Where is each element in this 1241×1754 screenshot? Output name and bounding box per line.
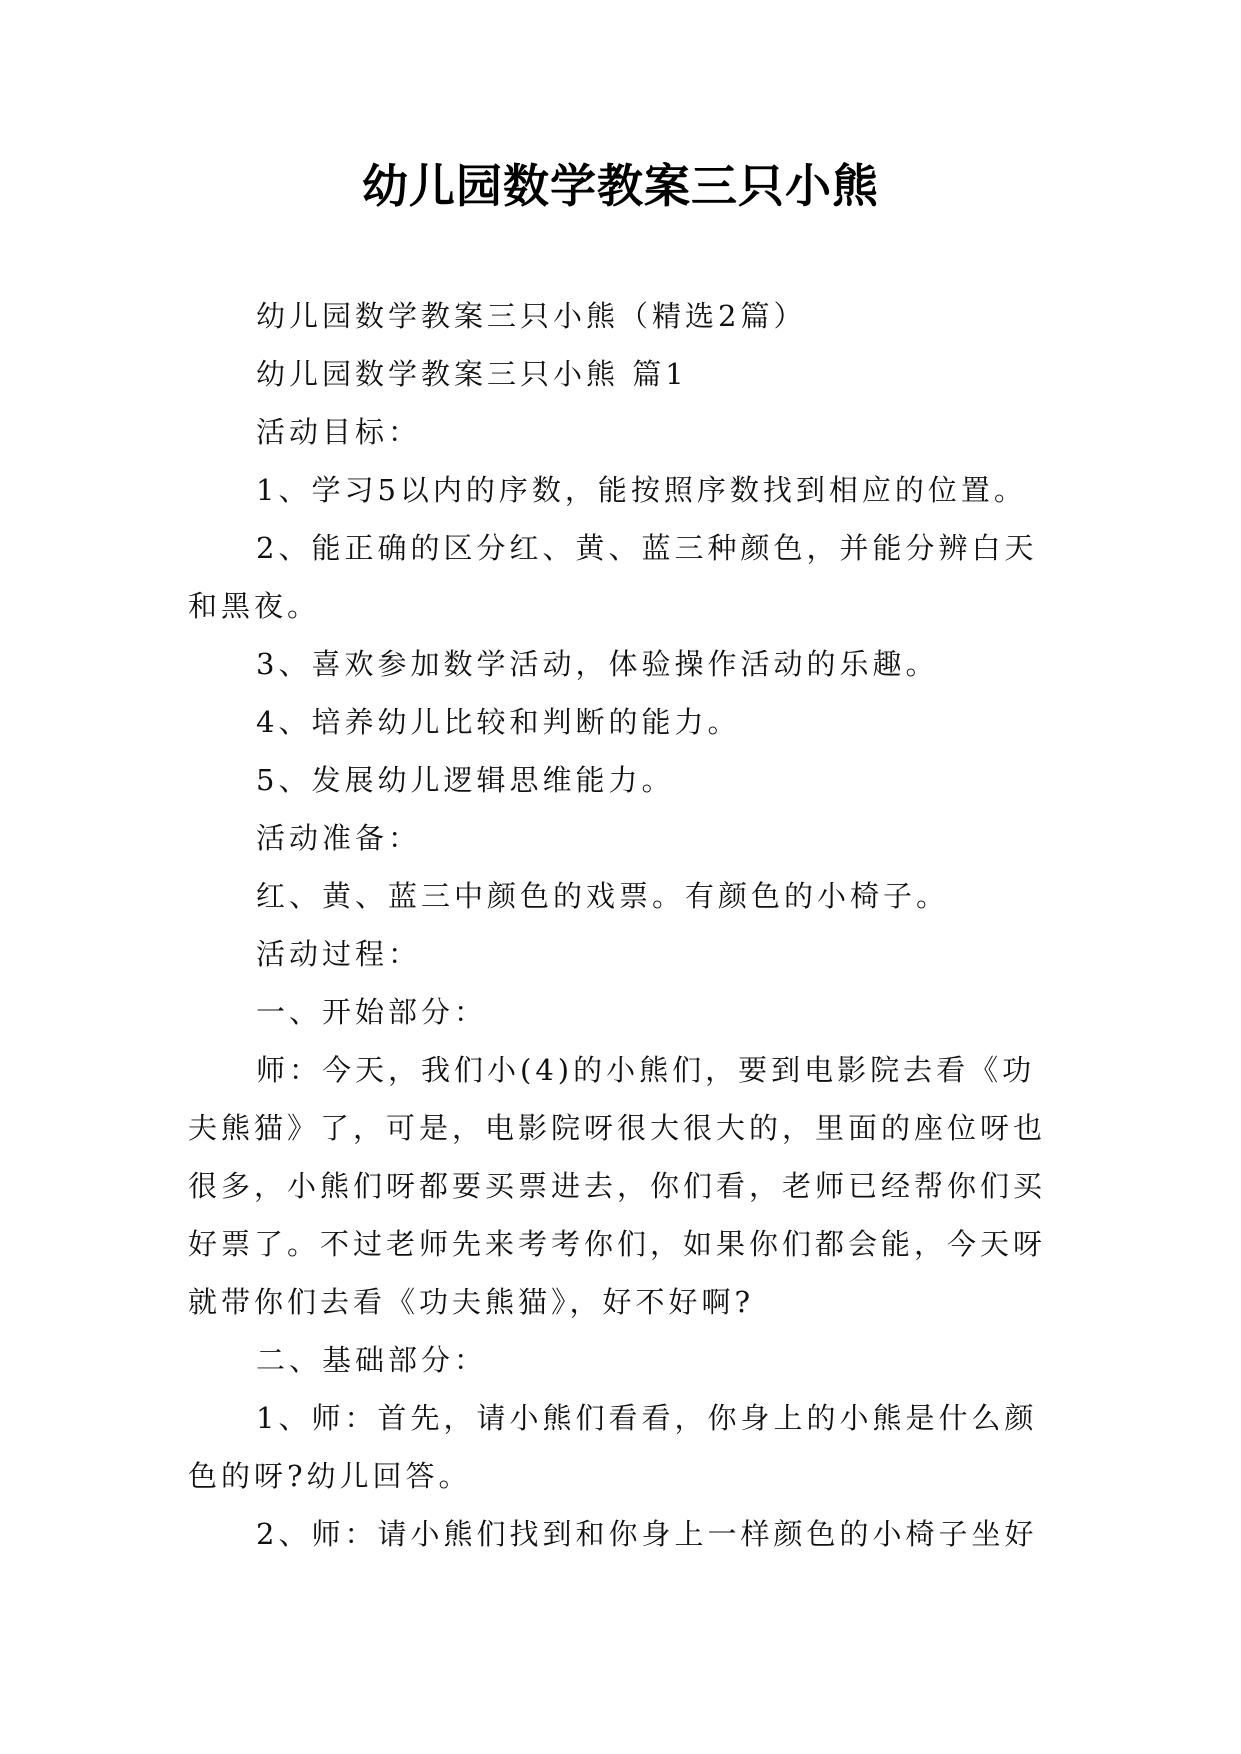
paragraph-goals-heading: 活动目标： bbox=[256, 415, 422, 449]
paragraph-goal-1: 1、学习5以内的序数，能按照序数找到相应的位置。 bbox=[256, 473, 1027, 507]
paragraph-part-1-text: 师：今天，我们小(4)的小熊们，要到电影院去看《功夫熊猫》了，可是，电影院呀很大很大的，里面的座位呀也很多，小熊们呀都要买票进去，你们看，老师已经帮你们买好票了。不过老师先来考考你们，如果你们都会能，今天呀就带你们去看《功夫熊猫》，好不好啊? bbox=[188, 1053, 1047, 1319]
paragraph-section-heading: 幼儿园数学教案三只小熊 篇1 bbox=[256, 357, 688, 391]
paragraph-goal-5: 5、发展幼儿逻辑思维能力。 bbox=[256, 763, 675, 797]
paragraph-prep-heading: 活动准备： bbox=[256, 821, 422, 855]
paragraph-part-1-heading: 一、开始部分： bbox=[256, 995, 488, 1029]
paragraph-goal-4: 4、培养幼儿比较和判断的能力。 bbox=[256, 705, 741, 739]
paragraph-step-1: 1、师：首先，请小熊们看看，你身上的小熊是什么颜色的呀?幼儿回答。 bbox=[188, 1401, 1038, 1493]
paragraph-process-heading: 活动过程： bbox=[256, 937, 422, 971]
paragraph-prep: 红、黄、蓝三中颜色的戏票。有颜色的小椅子。 bbox=[256, 879, 950, 913]
paragraph-part-2-heading: 二、基础部分： bbox=[256, 1343, 488, 1377]
document-title: 幼儿园数学教案三只小熊 bbox=[362, 159, 879, 213]
paragraph-step-2: 2、师：请小熊们找到和你身上一样颜色的小椅子坐好 bbox=[256, 1517, 1038, 1551]
paragraph-subtitle: 幼儿园数学教案三只小熊（精选2篇） bbox=[256, 299, 807, 333]
paragraph-goal-2: 2、能正确的区分红、黄、蓝三种颜色，并能分辨白天和黑夜。 bbox=[188, 531, 1038, 623]
document-body bbox=[188, 287, 1056, 1563]
paragraph-goal-3: 3、喜欢参加数学活动，体验操作活动的乐趣。 bbox=[256, 647, 939, 681]
